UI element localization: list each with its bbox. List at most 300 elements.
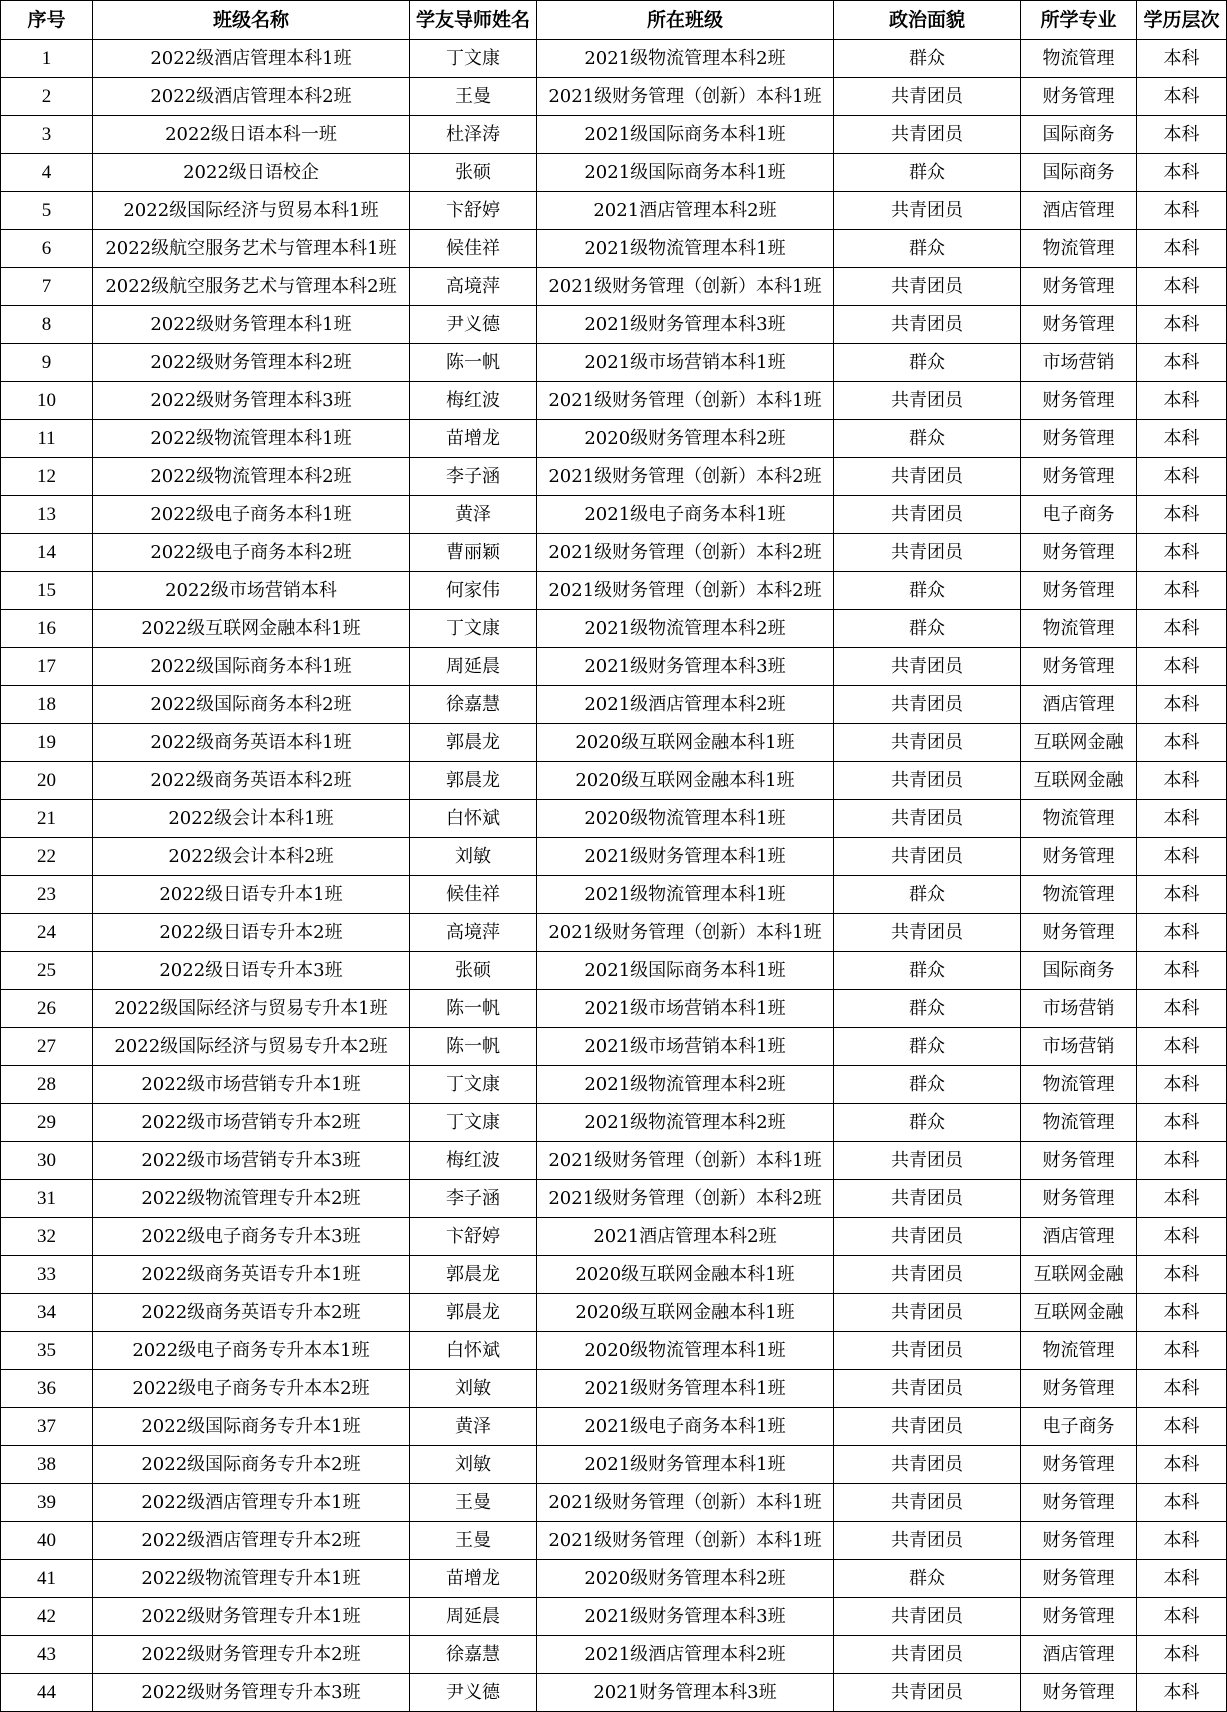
cell-political-status: 共青团员	[834, 914, 1021, 952]
cell-major: 酒店管理	[1021, 686, 1137, 724]
cell-political-status: 共青团员	[834, 458, 1021, 496]
cell-political-status: 共青团员	[834, 1370, 1021, 1408]
cell-index: 4	[1, 154, 93, 192]
cell-major: 财务管理	[1021, 382, 1137, 420]
cell-mentor-name: 苗增龙	[410, 420, 537, 458]
cell-index: 7	[1, 268, 93, 306]
cell-index: 33	[1, 1256, 93, 1294]
cell-index: 27	[1, 1028, 93, 1066]
cell-mentor-name: 刘敏	[410, 1370, 537, 1408]
cell-mentor-name: 徐嘉慧	[410, 1636, 537, 1674]
cell-current-class: 2021级物流管理本科1班	[537, 876, 834, 914]
cell-mentor-name: 郭晨龙	[410, 724, 537, 762]
table-row	[1, 306, 1227, 344]
cell-index: 26	[1, 990, 93, 1028]
cell-political-status: 共青团员	[834, 686, 1021, 724]
cell-class-name: 2022级酒店管理专升本1班	[93, 1484, 410, 1522]
cell-current-class: 2021级物流管理本科2班	[537, 40, 834, 78]
cell-political-status: 群众	[834, 40, 1021, 78]
cell-index: 9	[1, 344, 93, 382]
cell-major: 互联网金融	[1021, 724, 1137, 762]
table-row	[1, 1028, 1227, 1066]
cell-class-name: 2022级国际商务本科1班	[93, 648, 410, 686]
cell-class-name: 2022级国际商务本科2班	[93, 686, 410, 724]
cell-current-class: 2021级国际商务本科1班	[537, 154, 834, 192]
cell-major: 财务管理	[1021, 1598, 1137, 1636]
cell-current-class: 2021级财务管理本科1班	[537, 1370, 834, 1408]
cell-political-status: 群众	[834, 876, 1021, 914]
cell-education-level: 本科	[1137, 1142, 1227, 1180]
cell-current-class: 2021级财务管理（创新）本科1班	[537, 268, 834, 306]
cell-current-class: 2021级电子商务本科1班	[537, 1408, 834, 1446]
cell-political-status: 群众	[834, 952, 1021, 990]
cell-political-status: 共青团员	[834, 382, 1021, 420]
table-row	[1, 1484, 1227, 1522]
cell-education-level: 本科	[1137, 1598, 1227, 1636]
cell-major: 物流管理	[1021, 1104, 1137, 1142]
cell-index: 39	[1, 1484, 93, 1522]
cell-current-class: 2021级财务管理本科3班	[537, 648, 834, 686]
cell-mentor-name: 丁文康	[410, 1104, 537, 1142]
cell-major: 物流管理	[1021, 800, 1137, 838]
table-row	[1, 116, 1227, 154]
cell-index: 1	[1, 40, 93, 78]
cell-index: 44	[1, 1674, 93, 1712]
table-row	[1, 420, 1227, 458]
cell-major: 物流管理	[1021, 1332, 1137, 1370]
cell-political-status: 群众	[834, 610, 1021, 648]
cell-education-level: 本科	[1137, 1294, 1227, 1332]
cell-education-level: 本科	[1137, 230, 1227, 268]
cell-current-class: 2021级财务管理（创新）本科2班	[537, 534, 834, 572]
cell-political-status: 共青团员	[834, 1256, 1021, 1294]
cell-mentor-name: 王曼	[410, 78, 537, 116]
cell-class-name: 2022级航空服务艺术与管理本科1班	[93, 230, 410, 268]
table-row	[1, 800, 1227, 838]
cell-education-level: 本科	[1137, 192, 1227, 230]
table-row	[1, 686, 1227, 724]
cell-current-class: 2021酒店管理本科2班	[537, 192, 834, 230]
cell-index: 5	[1, 192, 93, 230]
cell-major: 财务管理	[1021, 1180, 1137, 1218]
cell-mentor-name: 郭晨龙	[410, 1294, 537, 1332]
table-row	[1, 610, 1227, 648]
cell-class-name: 2022级财务管理本科1班	[93, 306, 410, 344]
header-class-name: 班级名称	[93, 1, 410, 40]
cell-index: 2	[1, 78, 93, 116]
cell-class-name: 2022级国际商务专升本2班	[93, 1446, 410, 1484]
cell-education-level: 本科	[1137, 914, 1227, 952]
cell-current-class: 2020级互联网金融本科1班	[537, 724, 834, 762]
cell-index: 19	[1, 724, 93, 762]
cell-political-status: 共青团员	[834, 496, 1021, 534]
cell-major: 物流管理	[1021, 230, 1137, 268]
cell-political-status: 共青团员	[834, 724, 1021, 762]
table-row	[1, 154, 1227, 192]
table-row	[1, 648, 1227, 686]
cell-education-level: 本科	[1137, 1180, 1227, 1218]
cell-index: 31	[1, 1180, 93, 1218]
cell-mentor-name: 张硕	[410, 154, 537, 192]
cell-mentor-name: 苗增龙	[410, 1560, 537, 1598]
cell-major: 财务管理	[1021, 268, 1137, 306]
table-row	[1, 458, 1227, 496]
cell-index: 10	[1, 382, 93, 420]
cell-education-level: 本科	[1137, 420, 1227, 458]
cell-class-name: 2022级会计本科1班	[93, 800, 410, 838]
cell-mentor-name: 徐嘉慧	[410, 686, 537, 724]
cell-current-class: 2021级市场营销本科1班	[537, 344, 834, 382]
cell-index: 37	[1, 1408, 93, 1446]
cell-education-level: 本科	[1137, 344, 1227, 382]
cell-index: 8	[1, 306, 93, 344]
table-row	[1, 1636, 1227, 1674]
cell-education-level: 本科	[1137, 534, 1227, 572]
table-row	[1, 230, 1227, 268]
cell-class-name: 2022级电子商务专升本本1班	[93, 1332, 410, 1370]
cell-class-name: 2022级酒店管理本科1班	[93, 40, 410, 78]
cell-current-class: 2021级国际商务本科1班	[537, 116, 834, 154]
cell-class-name: 2022级财务管理本科2班	[93, 344, 410, 382]
cell-mentor-name: 陈一帆	[410, 990, 537, 1028]
cell-class-name: 2022级日语专升本2班	[93, 914, 410, 952]
cell-current-class: 2020级互联网金融本科1班	[537, 1256, 834, 1294]
cell-political-status: 共青团员	[834, 116, 1021, 154]
table-row	[1, 572, 1227, 610]
table-row	[1, 382, 1227, 420]
cell-current-class: 2021级财务管理（创新）本科2班	[537, 1180, 834, 1218]
cell-index: 15	[1, 572, 93, 610]
cell-political-status: 群众	[834, 420, 1021, 458]
cell-education-level: 本科	[1137, 990, 1227, 1028]
header-education-level: 学历层次	[1137, 1, 1227, 40]
table-row	[1, 1180, 1227, 1218]
cell-education-level: 本科	[1137, 1446, 1227, 1484]
header-row	[1, 1, 1227, 40]
cell-mentor-name: 尹义德	[410, 1674, 537, 1712]
cell-class-name: 2022级电子商务专升本3班	[93, 1218, 410, 1256]
cell-mentor-name: 梅红波	[410, 382, 537, 420]
cell-political-status: 共青团员	[834, 1674, 1021, 1712]
cell-class-name: 2022级市场营销本科	[93, 572, 410, 610]
table-body	[1, 40, 1227, 1712]
cell-index: 11	[1, 420, 93, 458]
cell-political-status: 共青团员	[834, 1180, 1021, 1218]
cell-political-status: 共青团员	[834, 648, 1021, 686]
cell-index: 23	[1, 876, 93, 914]
cell-education-level: 本科	[1137, 1028, 1227, 1066]
table-row	[1, 724, 1227, 762]
cell-current-class: 2021级财务管理（创新）本科2班	[537, 458, 834, 496]
cell-political-status: 共青团员	[834, 1218, 1021, 1256]
table-row	[1, 1218, 1227, 1256]
table-row	[1, 990, 1227, 1028]
cell-mentor-name: 黄泽	[410, 496, 537, 534]
cell-current-class: 2021级财务管理本科1班	[537, 1446, 834, 1484]
cell-current-class: 2021级财务管理（创新）本科1班	[537, 382, 834, 420]
cell-mentor-name: 卞舒婷	[410, 1218, 537, 1256]
cell-class-name: 2022级商务英语专升本1班	[93, 1256, 410, 1294]
cell-current-class: 2021级物流管理本科1班	[537, 230, 834, 268]
cell-class-name: 2022级商务英语专升本2班	[93, 1294, 410, 1332]
cell-education-level: 本科	[1137, 800, 1227, 838]
cell-index: 6	[1, 230, 93, 268]
cell-current-class: 2020级财务管理本科2班	[537, 1560, 834, 1598]
cell-major: 物流管理	[1021, 40, 1137, 78]
cell-major: 互联网金融	[1021, 1294, 1137, 1332]
cell-current-class: 2020级物流管理本科1班	[537, 800, 834, 838]
cell-class-name: 2022级互联网金融本科1班	[93, 610, 410, 648]
table-row	[1, 1446, 1227, 1484]
cell-education-level: 本科	[1137, 154, 1227, 192]
cell-index: 32	[1, 1218, 93, 1256]
cell-major: 市场营销	[1021, 1028, 1137, 1066]
cell-education-level: 本科	[1137, 306, 1227, 344]
cell-mentor-name: 李子涵	[410, 458, 537, 496]
cell-major: 电子商务	[1021, 1408, 1137, 1446]
cell-index: 40	[1, 1522, 93, 1560]
cell-political-status: 共青团员	[834, 192, 1021, 230]
table-row	[1, 1332, 1227, 1370]
cell-political-status: 群众	[834, 1028, 1021, 1066]
cell-education-level: 本科	[1137, 572, 1227, 610]
table-row	[1, 838, 1227, 876]
cell-education-level: 本科	[1137, 458, 1227, 496]
cell-current-class: 2021级财务管理（创新）本科2班	[537, 572, 834, 610]
cell-mentor-name: 白怀斌	[410, 1332, 537, 1370]
header-major: 所学专业	[1021, 1, 1137, 40]
cell-political-status: 群众	[834, 990, 1021, 1028]
cell-mentor-name: 高境萍	[410, 914, 537, 952]
cell-mentor-name: 王曼	[410, 1522, 537, 1560]
cell-major: 财务管理	[1021, 1446, 1137, 1484]
cell-major: 酒店管理	[1021, 192, 1137, 230]
cell-political-status: 共青团员	[834, 1598, 1021, 1636]
cell-major: 财务管理	[1021, 458, 1137, 496]
cell-mentor-name: 何家伟	[410, 572, 537, 610]
cell-political-status: 共青团员	[834, 1142, 1021, 1180]
cell-major: 财务管理	[1021, 1370, 1137, 1408]
cell-class-name: 2022级会计本科2班	[93, 838, 410, 876]
cell-mentor-name: 杜泽涛	[410, 116, 537, 154]
cell-current-class: 2021级国际商务本科1班	[537, 952, 834, 990]
cell-class-name: 2022级财务管理专升本3班	[93, 1674, 410, 1712]
cell-current-class: 2020级财务管理本科2班	[537, 420, 834, 458]
cell-index: 14	[1, 534, 93, 572]
cell-political-status: 共青团员	[834, 1408, 1021, 1446]
cell-current-class: 2021级市场营销本科1班	[537, 1028, 834, 1066]
cell-mentor-name: 丁文康	[410, 40, 537, 78]
cell-current-class: 2021级市场营销本科1班	[537, 990, 834, 1028]
cell-current-class: 2020级物流管理本科1班	[537, 1332, 834, 1370]
cell-education-level: 本科	[1137, 1104, 1227, 1142]
cell-mentor-name: 丁文康	[410, 610, 537, 648]
cell-political-status: 共青团员	[834, 1294, 1021, 1332]
cell-mentor-name: 周延晨	[410, 648, 537, 686]
table-row	[1, 1256, 1227, 1294]
cell-class-name: 2022级财务管理专升本1班	[93, 1598, 410, 1636]
cell-mentor-name: 卞舒婷	[410, 192, 537, 230]
cell-class-name: 2022级国际经济与贸易本科1班	[93, 192, 410, 230]
table-row	[1, 876, 1227, 914]
cell-index: 28	[1, 1066, 93, 1104]
header-index: 序号	[1, 1, 93, 40]
cell-political-status: 共青团员	[834, 800, 1021, 838]
cell-education-level: 本科	[1137, 1636, 1227, 1674]
cell-major: 互联网金融	[1021, 1256, 1137, 1294]
cell-class-name: 2022级财务管理专升本2班	[93, 1636, 410, 1674]
cell-major: 市场营销	[1021, 344, 1137, 382]
cell-major: 财务管理	[1021, 1484, 1137, 1522]
cell-education-level: 本科	[1137, 382, 1227, 420]
table-row	[1, 1598, 1227, 1636]
table-row	[1, 1294, 1227, 1332]
table-row	[1, 1560, 1227, 1598]
cell-index: 43	[1, 1636, 93, 1674]
table-row	[1, 40, 1227, 78]
cell-political-status: 群众	[834, 344, 1021, 382]
cell-education-level: 本科	[1137, 838, 1227, 876]
cell-class-name: 2022级日语本科一班	[93, 116, 410, 154]
cell-class-name: 2022级电子商务本科2班	[93, 534, 410, 572]
cell-index: 20	[1, 762, 93, 800]
table-row	[1, 1104, 1227, 1142]
table-row	[1, 952, 1227, 990]
cell-index: 42	[1, 1598, 93, 1636]
cell-political-status: 群众	[834, 572, 1021, 610]
cell-class-name: 2022级物流管理专升本1班	[93, 1560, 410, 1598]
cell-major: 财务管理	[1021, 1560, 1137, 1598]
cell-political-status: 共青团员	[834, 534, 1021, 572]
cell-mentor-name: 尹义德	[410, 306, 537, 344]
table-row	[1, 914, 1227, 952]
table-row	[1, 78, 1227, 116]
cell-class-name: 2022级商务英语本科1班	[93, 724, 410, 762]
cell-current-class: 2021级财务管理（创新）本科1班	[537, 78, 834, 116]
cell-mentor-name: 郭晨龙	[410, 762, 537, 800]
cell-political-status: 共青团员	[834, 838, 1021, 876]
cell-index: 34	[1, 1294, 93, 1332]
cell-education-level: 本科	[1137, 1484, 1227, 1522]
cell-class-name: 2022级物流管理本科1班	[93, 420, 410, 458]
cell-education-level: 本科	[1137, 1560, 1227, 1598]
cell-major: 酒店管理	[1021, 1218, 1137, 1256]
cell-political-status: 共青团员	[834, 1446, 1021, 1484]
table-row	[1, 1066, 1227, 1104]
cell-mentor-name: 陈一帆	[410, 1028, 537, 1066]
cell-major: 财务管理	[1021, 78, 1137, 116]
cell-education-level: 本科	[1137, 724, 1227, 762]
cell-major: 互联网金融	[1021, 762, 1137, 800]
cell-class-name: 2022级物流管理专升本2班	[93, 1180, 410, 1218]
cell-education-level: 本科	[1137, 268, 1227, 306]
cell-class-name: 2022级日语校企	[93, 154, 410, 192]
cell-index: 25	[1, 952, 93, 990]
cell-current-class: 2020级互联网金融本科1班	[537, 1294, 834, 1332]
cell-education-level: 本科	[1137, 876, 1227, 914]
cell-class-name: 2022级日语专升本1班	[93, 876, 410, 914]
cell-political-status: 共青团员	[834, 78, 1021, 116]
table-row	[1, 496, 1227, 534]
cell-current-class: 2021级物流管理本科2班	[537, 610, 834, 648]
cell-current-class: 2021级物流管理本科2班	[537, 1066, 834, 1104]
cell-class-name: 2022级酒店管理本科2班	[93, 78, 410, 116]
table-row	[1, 1522, 1227, 1560]
cell-mentor-name: 梅红波	[410, 1142, 537, 1180]
cell-mentor-name: 白怀斌	[410, 800, 537, 838]
cell-major: 财务管理	[1021, 838, 1137, 876]
cell-education-level: 本科	[1137, 116, 1227, 154]
cell-class-name: 2022级电子商务专升本本2班	[93, 1370, 410, 1408]
cell-class-name: 2022级商务英语本科2班	[93, 762, 410, 800]
cell-mentor-name: 曹丽颖	[410, 534, 537, 572]
cell-current-class: 2020级互联网金融本科1班	[537, 762, 834, 800]
cell-current-class: 2021级酒店管理本科2班	[537, 1636, 834, 1674]
cell-current-class: 2021级财务管理本科3班	[537, 1598, 834, 1636]
cell-index: 12	[1, 458, 93, 496]
cell-index: 17	[1, 648, 93, 686]
header-political-status: 政治面貌	[834, 1, 1021, 40]
table-row	[1, 192, 1227, 230]
cell-major: 物流管理	[1021, 1066, 1137, 1104]
cell-class-name: 2022级航空服务艺术与管理本科2班	[93, 268, 410, 306]
cell-class-name: 2022级国际经济与贸易专升本2班	[93, 1028, 410, 1066]
cell-mentor-name: 李子涵	[410, 1180, 537, 1218]
cell-major: 市场营销	[1021, 990, 1137, 1028]
cell-class-name: 2022级国际经济与贸易专升本1班	[93, 990, 410, 1028]
cell-mentor-name: 张硕	[410, 952, 537, 990]
table-row	[1, 762, 1227, 800]
cell-major: 酒店管理	[1021, 1636, 1137, 1674]
cell-index: 24	[1, 914, 93, 952]
table-row	[1, 1674, 1227, 1712]
cell-index: 21	[1, 800, 93, 838]
cell-political-status: 共青团员	[834, 762, 1021, 800]
cell-political-status: 群众	[834, 1560, 1021, 1598]
cell-major: 财务管理	[1021, 306, 1137, 344]
cell-class-name: 2022级物流管理本科2班	[93, 458, 410, 496]
cell-class-name: 2022级国际商务专升本1班	[93, 1408, 410, 1446]
table-row	[1, 534, 1227, 572]
cell-political-status: 共青团员	[834, 1332, 1021, 1370]
table-row	[1, 1370, 1227, 1408]
cell-mentor-name: 郭晨龙	[410, 1256, 537, 1294]
cell-education-level: 本科	[1137, 1674, 1227, 1712]
cell-mentor-name: 高境萍	[410, 268, 537, 306]
cell-current-class: 2021级财务管理本科3班	[537, 306, 834, 344]
cell-index: 18	[1, 686, 93, 724]
cell-education-level: 本科	[1137, 1256, 1227, 1294]
cell-education-level: 本科	[1137, 1522, 1227, 1560]
cell-index: 38	[1, 1446, 93, 1484]
cell-mentor-name: 丁文康	[410, 1066, 537, 1104]
cell-education-level: 本科	[1137, 40, 1227, 78]
cell-class-name: 2022级市场营销专升本3班	[93, 1142, 410, 1180]
cell-mentor-name: 陈一帆	[410, 344, 537, 382]
cell-political-status: 群众	[834, 154, 1021, 192]
cell-current-class: 2021级财务管理本科1班	[537, 838, 834, 876]
cell-major: 财务管理	[1021, 534, 1137, 572]
table-row	[1, 1142, 1227, 1180]
cell-major: 财务管理	[1021, 420, 1137, 458]
cell-mentor-name: 王曼	[410, 1484, 537, 1522]
cell-major: 电子商务	[1021, 496, 1137, 534]
cell-major: 国际商务	[1021, 116, 1137, 154]
cell-current-class: 2021级财务管理（创新）本科1班	[537, 1522, 834, 1560]
cell-political-status: 群众	[834, 230, 1021, 268]
cell-class-name: 2022级酒店管理专升本2班	[93, 1522, 410, 1560]
cell-political-status: 群众	[834, 1066, 1021, 1104]
